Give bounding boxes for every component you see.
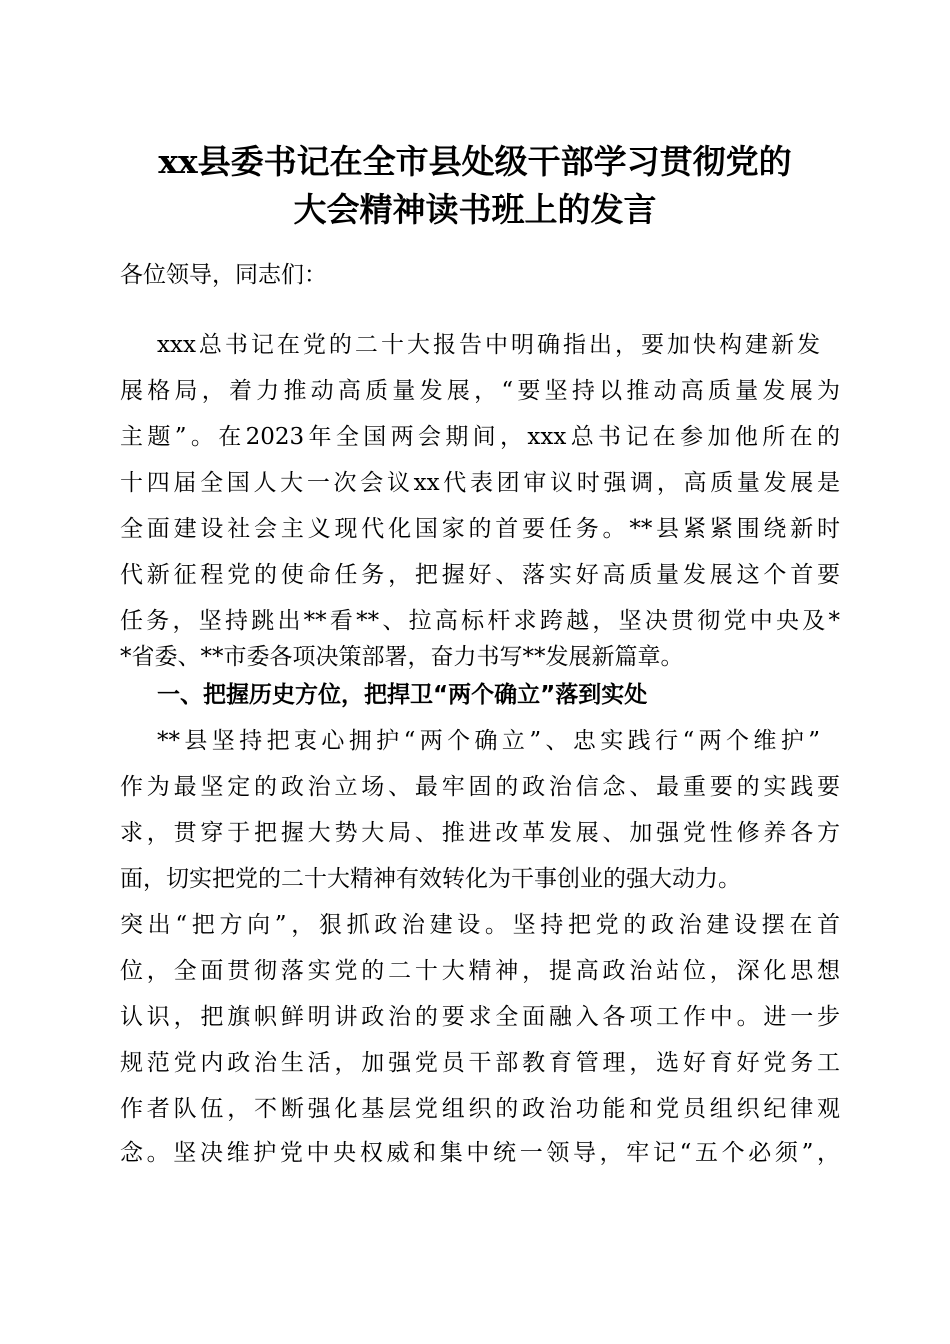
paragraph-line: 任务，坚持跳出**看**、拉高标杆求跨越，坚决贯彻党中央及* [120,608,840,634]
paragraph-line: 全面建设社会主义现代化国家的首要任务。**县紧紧围绕新时 [120,516,840,542]
paragraph-line: *省委、**市委各项决策部署，奋力书写**发展新篇章。 [120,644,684,670]
paragraph-line: 规范党内政治生活，加强党员干部教育管理，选好育好党务工 [120,1050,840,1076]
paragraph-line: 代新征程党的使命任务，把握好、落实好高质量发展这个首要 [120,562,840,588]
paragraph-line: 突出“把方向”，狠抓政治建设。坚持把党的政治建设摆在首 [120,912,840,938]
paragraph-line: 作为最坚定的政治立场、最牢固的政治信念、最重要的实践要 [120,774,840,800]
paragraph-line: 主题”。在2023年全国两会期间，xxx总书记在参加他所在的 [120,424,840,450]
paragraph-line: 面，切实把党的二十大精神有效转化为干事创业的强大动力。 [120,866,741,892]
paragraph-line: 作者队伍，不断强化基层党组织的政治功能和党员组织纪律观 [120,1096,840,1122]
paragraph-line: 求，贯穿于把握大势大局、推进改革发展、加强党性修养各方 [120,820,840,846]
title-line-1: xx县委书记在全市县处级干部学习贯彻党的 [158,142,792,181]
greeting: 各位领导，同志们： [120,262,327,288]
section-heading: 一、把握历史方位，把捍卫“两个确立”落到实处 [157,682,648,708]
paragraph-line: 认识，把旗帜鲜明讲政治的要求全面融入各项工作中。进一步 [120,1004,840,1030]
title-line-2: 大会精神读书班上的发言 [293,190,657,229]
paragraph-line: **县坚持把衷心拥护“两个确立”、忠实践行“两个维护” [157,728,820,754]
paragraph-line: xxx总书记在党的二十大报告中明确指出，要加快构建新发 [157,332,820,358]
paragraph-line: 十四届全国人大一次会议xx代表团审议时强调，高质量发展是 [120,470,840,496]
paragraph-line: 位，全面贯彻落实党的二十大精神，提高政治站位，深化思想 [120,958,840,984]
paragraph-line: 展格局，着力推动高质量发展，“要坚持以推动高质量发展为 [120,378,840,404]
paragraph-line: 念。坚决维护党中央权威和集中统一领导，牢记“五个必须”， [120,1140,840,1166]
